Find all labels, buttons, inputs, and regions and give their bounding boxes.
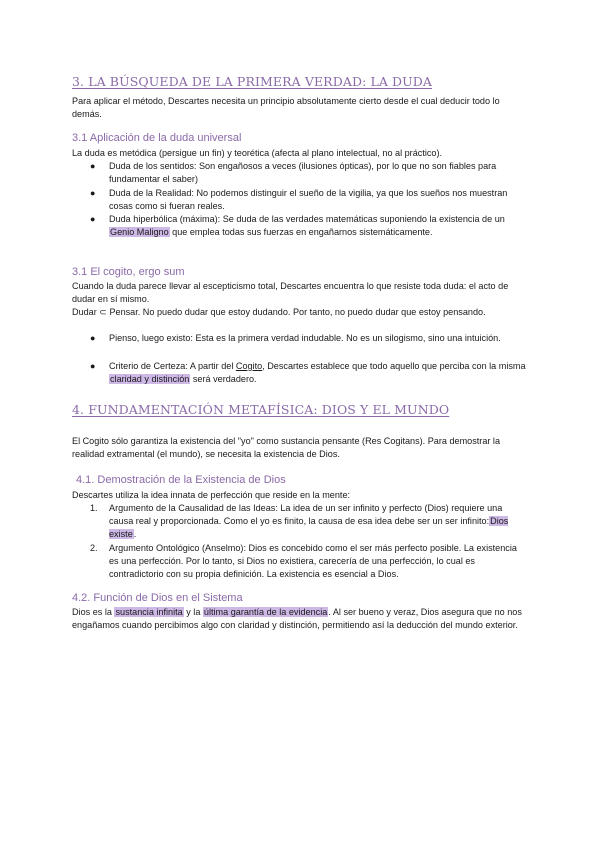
subsection-4-1-intro: Descartes utiliza la idea innata de perfección que reside en la mente: <box>72 490 351 500</box>
list-item-causalidad-ideas: Argumento de la Causalidad de las Ideas: La idea de un ser infinito y perfecto (Dios) requiere una causa real y proporcionada. Como el yo es finito, la causa de esa idea debe ser un ser infinito:Dios existe. <box>109 503 509 539</box>
list-item-duda-realidad: Duda de la Realidad: No podemos distinguir el sueño de la vigilia, ya que los sueños nos muestran cosas como si fueran reales. <box>109 188 508 211</box>
highlight-genio-maligno: Genio Maligno <box>110 227 169 237</box>
highlight-claridad-distincion: claridad y distinción <box>110 374 190 384</box>
subsection-cogito-heading: 3.1 El cogito, ergo sum <box>72 266 185 278</box>
list-item-duda-hiperbolica: Duda hiperbólica (máxima): Se duda de las verdades matemáticas suponiendo la existencia de un Genio Maligno que emplea todas sus fuerzas en engañarnos sistemáticamente. <box>109 214 505 237</box>
bullet-icon: ● <box>90 214 96 224</box>
list-item-pienso-luego-existo: Pienso, luego existo: Esta es la primera verdad indudable. No es un silogismo, sino una intuición. <box>109 333 501 343</box>
subsection-4-2-paragraph: Dios es la sustancia infinita y la última garantía de la evidencia. Al ser bueno y veraz, Dios asegura que no nos engañamos cuando percibimos algo con claridad y distinción, permitiendo así la deducción del mundo exterior. <box>72 607 522 630</box>
section-4-heading: 4. FUNDAMENTACIÓN METAFÍSICA: DIOS Y EL MUNDO <box>72 402 450 417</box>
cogito-paragraph-2: Dudar ⊂ Pensar. No puedo dudar que estoy dudando. Por tanto, no puedo dudar que estoy pensando. <box>72 307 486 317</box>
list-number-2: 2. <box>90 543 98 553</box>
list-item-argumento-ontologico: Argumento Ontológico (Anselmo): Dios es concebido como el ser más perfecto posible. La existencia es una perfección. Por lo tanto, si Dios no existiera, carecería de una perfección, lo cual es contradictorio con su propia definición. La existencia es esencial a Dios. <box>109 543 517 579</box>
highlight-ultima-garantia: última garantía de la evidencia <box>203 607 328 617</box>
subsection-3-1-heading: 3.1 Aplicación de la duda universal <box>72 132 242 144</box>
subsection-4-2-heading: 4.2. Función de Dios en el Sistema <box>72 592 243 604</box>
cogito-paragraph-1: Cuando la duda parece llevar al escepticismo total, Descartes encuentra lo que resiste toda duda: el acto de dudar en sí mismo. <box>72 281 509 304</box>
subsection-4-1-heading: 4.1. Demostración de la Existencia de Dios <box>76 474 286 486</box>
list-item-criterio-certeza: Criterio de Certeza: A partir del Cogito, Descartes establece que todo aquello que perciba con la misma claridad y distinción será verdadero. <box>109 361 526 384</box>
underlined-cogito: Cogito <box>235 361 263 371</box>
list-item-duda-sentidos: Duda de los sentidos: Son engañosos a veces (ilusiones ópticas), por lo que no son fiables para fundamentar el saber) <box>109 161 497 184</box>
bullet-icon: ● <box>90 188 96 198</box>
bullet-icon: ● <box>90 333 96 343</box>
section-3-heading: 3. LA BÚSQUEDA DE LA PRIMERA VERDAD: LA DUDA <box>72 74 433 89</box>
section-3-intro: Para aplicar el método, Descartes necesita un principio absolutamente cierto desde el cual deducir todo lo demás. <box>72 96 500 119</box>
subsection-3-1-intro: La duda es metódica (persigue un fin) y teorética (afecta al plano intelectual, no al práctico). <box>72 148 443 158</box>
bullet-icon: ● <box>90 161 96 171</box>
bullet-icon: ● <box>90 361 96 371</box>
section-4-intro: El Cogito sólo garantiza la existencia del "yo" como sustancia pensante (Res Cogitans). Para demostrar la realidad extramental (el mundo), se necesita la existencia de Dios. <box>72 436 501 459</box>
list-number-1: 1. <box>90 503 98 513</box>
highlight-sustancia-infinita: sustancia infinita <box>115 607 183 617</box>
highlight-dios-existe: Dios existe <box>109 516 509 539</box>
